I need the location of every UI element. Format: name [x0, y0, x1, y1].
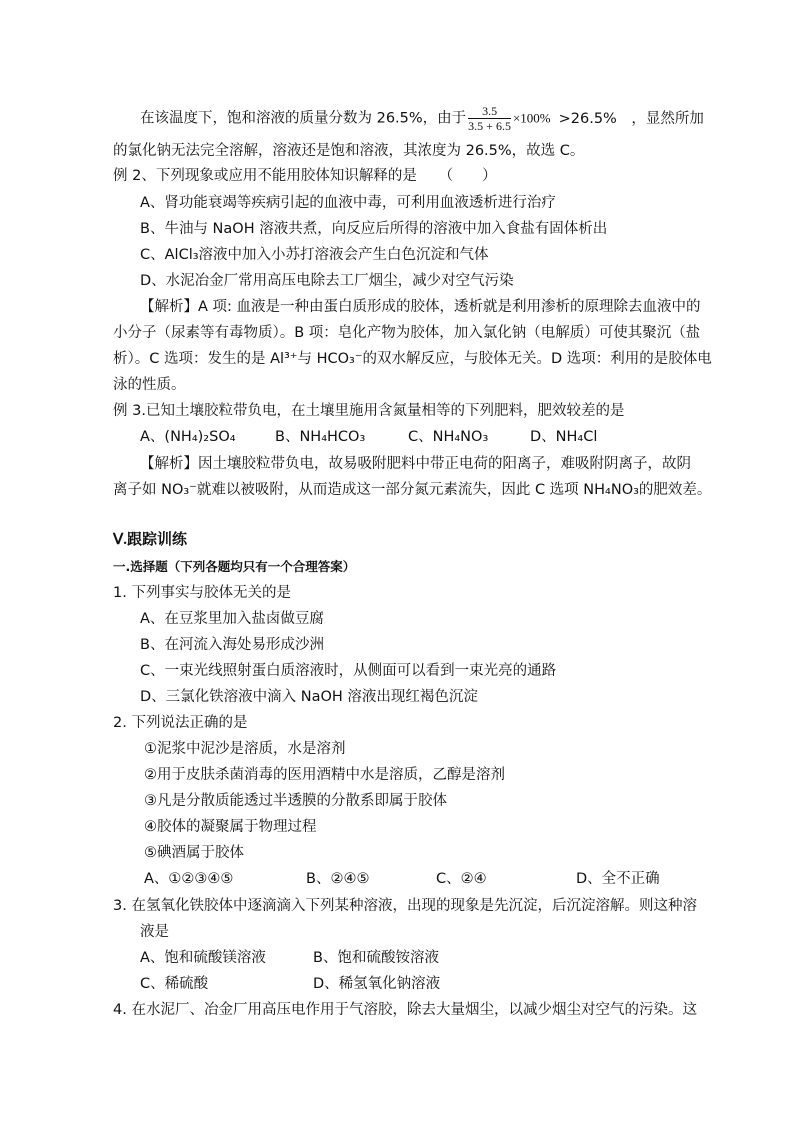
example-3-option: A、(NH₄)₂SO₄ [140, 429, 236, 445]
text: ×100% [512, 110, 551, 126]
question-2-statement: ④胶体的凝聚属于物理过程 [144, 819, 317, 835]
question-2-option: B、②④⑤ [306, 871, 370, 887]
question-2-option: D、全不正确 [576, 871, 660, 887]
question-1-option-d: D、三氯化铁溶液中滴入 NaOH 溶液出现红褐色沉淀 [140, 689, 478, 705]
example-3-question: 例 3.已知土壤胶粒带负电，在土壤里施用含氮量相等的下列肥料，肥效较差的是 [113, 403, 625, 419]
example-2-question: 例 2、下列现象或应用不能用胶体知识解释的是 （ ） [113, 168, 497, 184]
example-2-option-a: A、肾功能衰竭等疾病引起的血液中毒，可利用血液透析进行治疗 [140, 195, 556, 211]
question-2: 2. 下列说法正确的是 [113, 715, 248, 731]
question-2-statement: ①泥浆中泥沙是溶质，水是溶剂 [144, 741, 346, 757]
question-3-option: B、饱和硫酸铵溶液 [313, 950, 439, 966]
question-2-statement: ③凡是分散质能透过半透膜的分散系即属于胶体 [144, 793, 447, 809]
example-3-option: D、NH₄Cl [530, 429, 598, 445]
example-2-analysis: 析）。C 选项：发生的是 Al³⁺与 HCO₃⁻的双水解反应，与胶体无关。D 选项：利用的是胶体电 [113, 351, 712, 367]
example-3-option: B、NH₄HCO₃ [275, 429, 366, 445]
question-2-statement: ②用于皮肤杀菌消毒的医用酒精中水是溶质，乙醇是溶剂 [144, 767, 505, 783]
question-4: 4. 在水泥厂、冶金厂用高压电作用于气溶胶，除去大量烟尘，以减少烟尘对空气的污染。这 [113, 1002, 697, 1018]
question-1-option-a: A、在豆浆里加入盐卤做豆腐 [140, 611, 324, 627]
question-3: 液是 [140, 924, 169, 940]
example-3-analysis: 离子如 NO₃⁻就难以被吸附，从而造成这一部分氮元素流失，因此 C 选项 NH₄NO₃的肥效差。 [113, 482, 712, 498]
subsection-title: 一.选择题（下列各题均只有一个合理答案） [113, 559, 356, 574]
question-1: 1. 下列事实与胶体无关的是 [113, 585, 291, 601]
fraction [468, 104, 511, 133]
example-2-analysis: 小分子（尿素等有毒物质）。B 项：皂化产物为胶体，加入氯化钠（电解质）可使其聚沉（盐 [113, 325, 701, 341]
question-2-statement: ⑤碘酒属于胶体 [144, 845, 244, 861]
text: >26.5% ，显然所加 [558, 110, 704, 127]
fraction-denominator: 3.5 + 6.5 [468, 119, 511, 133]
example-3-option: C、NH₄NO₃ [408, 429, 489, 445]
example-2-analysis: 泳的性质。 [113, 377, 186, 393]
question-3-option: C、稀硫酸 [140, 976, 209, 992]
question-3-option: A、饱和硫酸镁溶液 [140, 950, 266, 966]
paragraph-line: 的氯化钠无法完全溶解，溶液还是饱和溶液，其浓度为 26.5%，故选 C。 [113, 143, 585, 159]
question-1-option-b: B、在河流入海处易形成沙洲 [140, 637, 324, 653]
example-2-analysis: 【解析】A 项: 血液是一种由蛋白质形成的胶体，透析就是利用渗析的原理除去血液中的 [140, 299, 701, 315]
paragraph-line [140, 104, 704, 133]
example-3-analysis: 【解析】因土壤胶粒带负电，故易吸附肥料中带正电荷的阳离子，难吸附阴离子，故阴 [140, 456, 691, 472]
fraction-numerator: 3.5 [468, 104, 511, 119]
question-3: 3. 在氢氧化铁胶体中逐滴滴入下列某种溶液，出现的现象是先沉淀，后沉淀溶解。则这种溶 [113, 898, 697, 914]
question-3-option: D、稀氢氧化钠溶液 [313, 976, 441, 992]
question-1-option-c: C、一束光线照射蛋白质溶液时，从侧面可以看到一束光亮的通路 [140, 663, 557, 679]
question-2-option: C、②④ [436, 871, 487, 887]
text: 在该温度下，饱和溶液的质量分数为 26.5%，由于 [140, 110, 467, 127]
example-2-option-c: C、AlCl₃溶液中加入小苏打溶液会产生白色沉淀和气体 [140, 247, 489, 263]
question-2-option: A、①②③④⑤ [144, 871, 234, 887]
section-title: Ⅴ.跟踪训练 [113, 532, 188, 548]
example-2-option-d: D、水泥冶金厂常用高压电除去工厂烟尘，减少对空气污染 [140, 273, 514, 289]
example-2-option-b: B、牛油与 NaOH 溶液共煮，向反应后所得的溶液中加入食盐有固体析出 [140, 221, 608, 237]
